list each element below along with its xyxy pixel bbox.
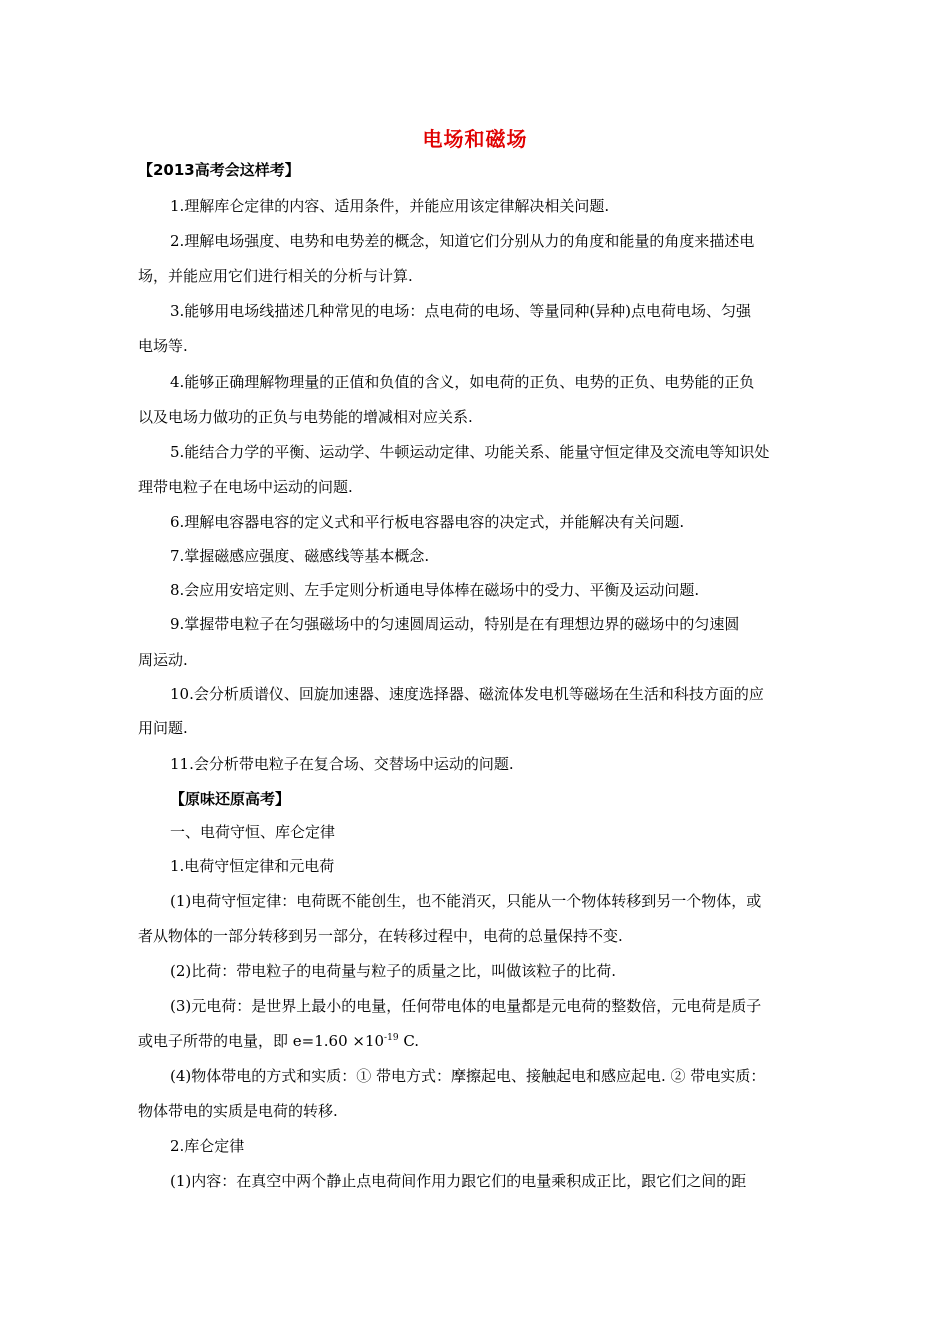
- section-heading-exam-focus: 【2013高考会这样考】: [138, 161, 300, 179]
- list-item-continuation: 场，并能应用它们进行相关的分析与计算.: [138, 267, 413, 285]
- elementary-charge-line: [138, 1031, 828, 1051]
- charge-line-suffix: C.: [398, 1032, 420, 1050]
- subsection-heading: 2.库仑定律: [170, 1137, 245, 1155]
- subsection-heading: 一、电荷守恒、库仑定律: [170, 823, 336, 841]
- list-item-continuation: 用问题.: [138, 719, 188, 737]
- list-item: 5.能结合力学的平衡、运动学、牛顿运动定律、功能关系、能量守恒定律及交流电等知识处: [170, 443, 770, 461]
- list-item: 7.掌握磁感应强度、磁感线等基本概念.: [170, 547, 430, 565]
- paragraph-line: 者从物体的一部分转移到另一部分，在转移过程中，电荷的总量保持不变.: [138, 927, 623, 945]
- list-item: 6.理解电容器电容的定义式和平行板电容器电容的决定式，并能解决有关问题.: [170, 513, 685, 531]
- list-item: 10.会分析质谱仪、回旋加速器、速度选择器、磁流体发电机等磁场在生活和科技方面的应: [170, 685, 764, 703]
- list-item: 8.会应用安培定则、左手定则分析通电导体棒在磁场中的受力、平衡及运动问题.: [170, 581, 700, 599]
- list-item: 11.会分析带电粒子在复合场、交替场中运动的问题.: [170, 755, 514, 773]
- charge-exponent: -19: [384, 1033, 399, 1043]
- list-item: 4.能够正确理解物理量的正值和负值的含义，如电荷的正负、电势的正负、电势能的正负: [170, 373, 755, 391]
- paragraph-line: (1)内容：在真空中两个静止点电荷间作用力跟它们的电量乘积成正比，跟它们之间的距: [170, 1172, 747, 1190]
- paragraph-line: 物体带电的实质是电荷的转移.: [138, 1102, 338, 1120]
- paragraph-line: (3)元电荷：是世界上最小的电量，任何带电体的电量都是元电荷的整数倍，元电荷是质子: [170, 997, 762, 1015]
- paragraph-line: (4)物体带电的方式和实质：① 带电方式：摩擦起电、接触起电和感应起电. ② 带电实质：: [170, 1067, 766, 1085]
- subsection-heading: 1.电荷守恒定律和元电荷: [170, 857, 335, 875]
- list-item-continuation: 电场等.: [138, 337, 188, 355]
- paragraph-line: (2)比荷：带电粒子的电荷量与粒子的质量之比，叫做该粒子的比荷.: [170, 962, 617, 980]
- list-item-continuation: 理带电粒子在电场中运动的问题.: [138, 478, 353, 496]
- list-item: 9.掌握带电粒子在匀强磁场中的匀速圆周运动，特别是在有理想边界的磁场中的匀速圆: [170, 615, 740, 633]
- paragraph-line: (1)电荷守恒定律：电荷既不能创生，也不能消灭，只能从一个物体转移到另一个物体，或: [170, 892, 762, 910]
- list-item: 2.理解电场强度、电势和电势差的概念，知道它们分别从力的角度和能量的角度来描述电: [170, 232, 755, 250]
- list-item: 3.能够用电场线描述几种常见的电场：点电荷的电场、等量同种(异种)点电荷电场、匀强: [170, 302, 752, 320]
- section-heading-original-exam: 【原味还原高考】: [170, 790, 291, 808]
- list-item-continuation: 以及电场力做功的正负与电势能的增减相对应关系.: [138, 408, 473, 426]
- list-item-continuation: 周运动.: [138, 651, 188, 669]
- list-item: 1.理解库仑定律的内容、适用条件，并能应用该定律解决相关问题.: [170, 197, 610, 215]
- charge-line-prefix: 或电子所带的电量，即 e=1.60 ×10: [138, 1032, 385, 1050]
- page-title: 电场和磁场: [422, 127, 528, 151]
